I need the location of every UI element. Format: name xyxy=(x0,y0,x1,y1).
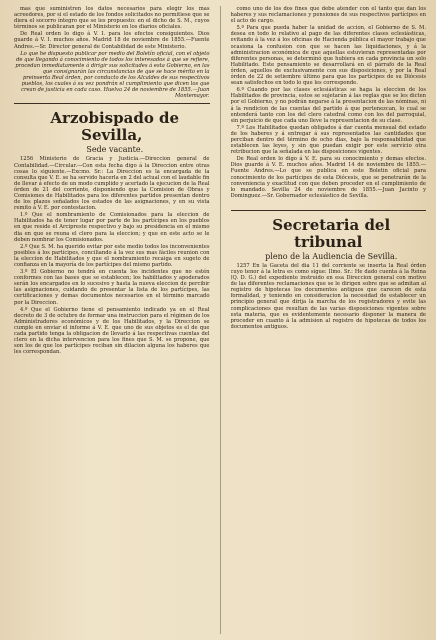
left-column xyxy=(14,6,210,634)
paragraph: 1.º Que el nombramiento de Comisionados para la eleccion de Habilitados ha de tener lugar por parte de los partícipes en los pueblos en que reside el Arcipreste respectivo y bajo su presidencia en el mismo dia en que se reuna el clero para la eleccion; y que en este acto se le deben nombrar los Comisionados. xyxy=(14,212,210,243)
paragraph: como uno de los dos fines que debe atender con el tanto que dan los haberes y sus reclamaciones y pensiones de sus respectivos partícipes en el acto de cargo. xyxy=(230,6,426,25)
section-rule xyxy=(14,103,210,104)
paragraph: 5.º Para que pueda haber la unidad de accion, el Gobierno de S. M. desea en todo lo relativo al pago de las diferentes clases eclesiásticas, evitando á la vez á los oficinas de Hacienda pública el mayor trabajo que ocasiona la confusion con que se hacen las liquidaciones, y á la administracion económica de que aquellas estuvieran representadas por diferentes personas, se determinó que hubiera en cada provincia un solo Habilitado. Este pensamiento se desarrollará en el párrafo de la Real órden, aquellos de exclusivamente con sus disposiciones, y por la Real órden de 22 de setiembre último para que los partícipes de su Diócesis sean satisfechos en todo lo que les corresponde. xyxy=(230,25,426,87)
section-subheading-sede-vacante: Sede vacante. xyxy=(86,145,144,155)
section-rule xyxy=(231,210,427,211)
right-column xyxy=(231,6,427,634)
paragraph: 7.º Los Habilitados quedan obligados á dar cuenta mensual del estado de los haberes y á entregar á sus representados las cantidades que perciban dentro del término de ocho dias, bajo la responsabilidad que establecen las leyes, y sin que puedan exigir por este servicio otra retribucion que la señalada en las disposiciones vigentes. xyxy=(230,124,426,156)
right-body-section xyxy=(231,263,427,330)
paragraph: 6.º Cuando por las clases eclesiásticas se haga la eleccion de los Habilitados de provincia, estos se sujetarán á las reglas que se les dicten por el Gobierno, y no podrán negarse á la presentacion de las nóminas, ni á la rendicion de las cuentas del partido á que pertenezcan, lo cual se entenderá tanto con los del clero catedral como con los del parroquial, sin perjuicio de que cada uno lleve la representacion de su clase. xyxy=(230,87,426,124)
paragraph: 3.º El Gobierno no tendrá en cuenta los incidentes que no estén conformes con las bases que se establecen; los habilitados y apoderados serán los encargados en lo sucesivo y hasta la nueva eleccion de percibir las asignaciones, cuidando de presentar la lista de los partícipes, las certificaciones y demas documentos necesarios en el término marcado por la Direccion. xyxy=(14,269,210,306)
paragraph: 4.º Que el Gobierno tiene el pensamiento indicado ya en el Real decreto de 3 de octubre de formar una instruccion para el régimen de los Administradores económicos y de los Habilitados, y la Direccion se cumple en enviar el informe á V. E. que uno de sus objetos es el de que cada partido tenga la obligacion de llevarlo á las respectivas cuentas del clero en la dicha intervencion para los fines que S. M. se propone, que son los de que los partícipes reciban sin dilacion alguna los haberes que les correspondan. xyxy=(14,306,210,356)
left-body-section xyxy=(14,156,210,355)
paragraph: De Real orden lo digo á V. I. para los efectos consiguientes. Dios guarde á V. I. muchos años. Madrid 18 de noviembre de 1855.—Fuente Andres.—Sr. Director general de Contabilidad de este Ministerio. xyxy=(14,31,210,50)
section-heading-secretaria: Secretaria del tribunal xyxy=(272,215,391,251)
right-top-section xyxy=(231,6,427,199)
section-subheading-audiencia: pleno de la Audiencia de Sevilla. xyxy=(265,251,398,261)
left-top-section xyxy=(14,6,210,99)
column-divider xyxy=(220,6,221,634)
paragraph: De Real orden lo digo á V. E. para su conocimiento y demas efectos. Dios guarde á V. E. muchos años. Madrid 14 de noviembre de 1855.—Fuente Andres.—Lo que se publica en este Boletin oficial para conocimiento de los partícipes de esta Diócesis, que se penetrarán de la conveniencia y exactitud con que deben proceder en el cumplimiento de lo mandado. Sevilla 24 de noviembre de 1855.—Juan Jacinto y Dominguez.—Sr. Gobernador eclesiástico de Sevilla. xyxy=(230,156,426,199)
paragraph: 2.º Que S. M. ha querido evitar por este medio todos los inconvenientes posibles á los partícipes, conciliando á la vez sus mas fáciles reunion con la eleccion de Habilitados y que el nombramiento recaiga en sugeto de confianza en la mayoría de los partícipes del mismo partido. xyxy=(14,243,210,268)
two-column-layout xyxy=(14,6,426,634)
paragraph: 1257 En la Gaceta del dia 11 del corriente se inserta la Real órden cuyo tenor á la letra es como sigue: Ilmo. Sr.: He dado cuenta á la Reina (Q. D. G.) del expediente instruido en esa Direccion general con motivo de las diferentes reclamaciones que se le dirigen sobre que se admitan al registro de hipotecas los documentos antiguos que carecen de esta formalidad, y teniendo en consideracion la necesidad de establecer un principio general que dirija la marcha de los registradores y evite las complicaciones que resultan de las varias disposiciones vigentes sobre esta materia, que es evidentemente necesario disponer la manera de proceder en cuanto á la admision al registro de hipotecas de todos los documentos antiguos. xyxy=(230,262,426,330)
section-heading-arzobispado: Arzobispado de Sevilla, xyxy=(50,109,180,145)
paragraph: Lo que he dispuesto publicar por medio del Boletín oficial, con el objeto de que llegando á conocimiento de todos los interesados á que se refiere, procedan inmediatamente á dirigir sus solicitudes á esta Gobierno, en las que consignarán las circunstancias de que se hace mérito en la preinserta Real órden, por conducto de los Alcaldes de sus respectivos pueblos, los cuales á su vez pondrán el cumplimiento que dicen los que crean de justicia en cada caso. Huelva 24 de noviembre de 1855.—Juan Montemayor. xyxy=(15,50,210,100)
paragraph: 1256 Ministerio de Gracia y Justicia.—Direccion general de Contabilidad.—Circular.—Con esta fecha digo á la Direccion entre otras cosas lo siguiente.—Excmo. Sr.: La Direccion es la encargada de la consulta que V. E. se ha servido hacerla en 2 del actual con el laudable fin de llevar á efecto de un modo cumplido y acertado la ejecucion de la Real órden de 21 del corriente, disponiendo que la Comision de Obras y Comisiones de Habilitados para los diferentes partidos presentan dentro de los plazos señalados los estados de las asignaciones, y en su vista remito á V. E. por contestacion. xyxy=(14,156,210,212)
paragraph: mas que suministren los datos necesarios para elegir los mas acreedores, por si el estado de los fondos solicitados no permitiese que se diera el socorro íntegro que se les propuesto: en el dicho de S. M., cuyos términos se publicaran por el Ministerio en los diarios oficiales. xyxy=(14,6,210,31)
spacer xyxy=(231,200,427,206)
